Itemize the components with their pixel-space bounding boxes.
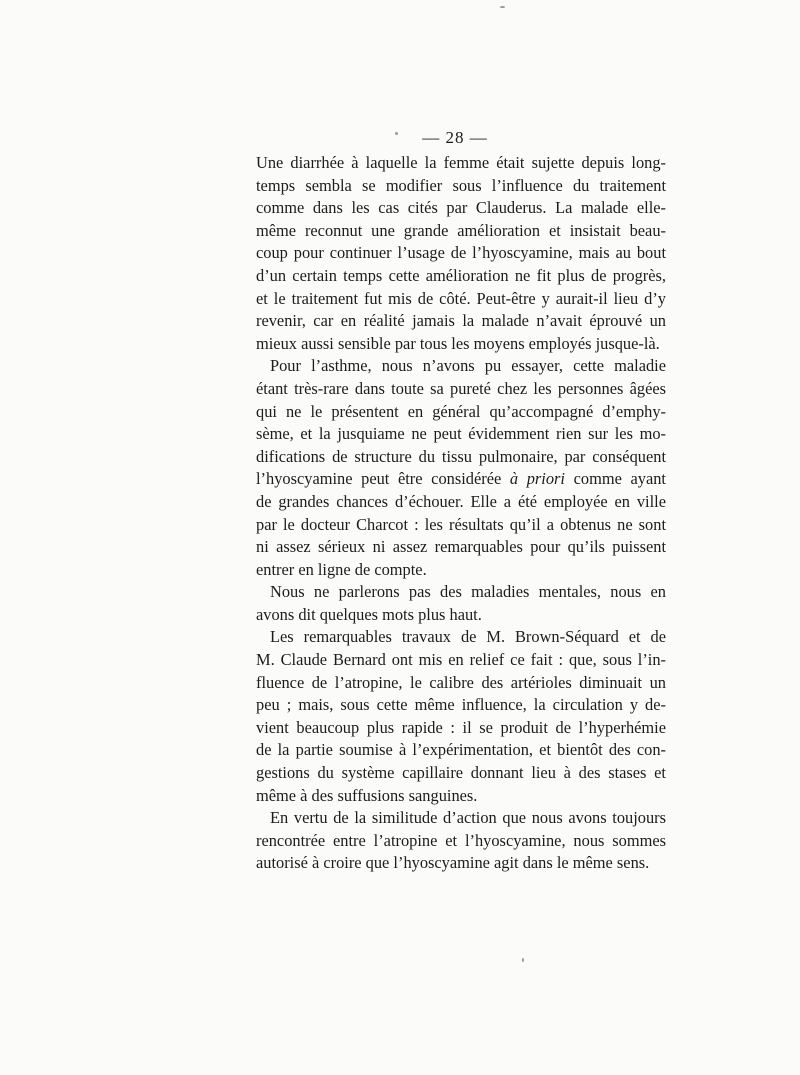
text-line: fluence de l’atropine, le calibre des artérioles diminuait un <box>256 672 666 692</box>
text-line: Pour l’asthme, nous n’avons pu essayer, cette maladie <box>270 356 666 376</box>
text-line <box>256 468 666 491</box>
body-text <box>256 152 666 875</box>
ink-speck <box>500 6 505 8</box>
italic-phrase: à priori <box>509 469 565 489</box>
text-line: même à des suffusions sanguines. <box>256 785 478 805</box>
text-line: et le traitement fut mis de côté. Peut-être y aurait-il lieu d’y <box>256 288 666 308</box>
page-number: — 28 — <box>422 128 488 147</box>
text-line: Une diarrhée à laquelle la femme était sujette depuis long- <box>256 153 666 172</box>
text-line: Nous ne parlerons pas des maladies mentales, nous en <box>270 582 666 602</box>
text-line: gestions du système capillaire donnant lieu à des stases et <box>256 763 666 783</box>
text-line: de grandes chances d’échouer. Elle a été employée en ville <box>256 491 666 511</box>
text-line: En vertu de la similitude d’action que nous avons toujours <box>270 808 666 828</box>
text-line: temps sembla se modifier sous l’influence du traitement <box>256 175 666 195</box>
text-line: peu ; mais, sous cette même influence, la circulation y de- <box>256 695 666 715</box>
text-line: par le docteur Charcot : les résultats qu’il a obtenus ne sont <box>256 514 666 534</box>
text-line: rencontrée entre l’atropine et l’hyoscyamine, nous sommes <box>256 830 666 850</box>
text-line: revenir, car en réalité jamais la malade n’avait éprouvé un <box>256 311 666 331</box>
text-line: autorisé à croire que l’hyoscyamine agit dans le même sens. <box>256 853 650 873</box>
text-line: entrer en ligne de compte. <box>256 559 427 579</box>
text-line: vient beaucoup plus rapide : il se produit de l’hyperhémie <box>256 717 666 737</box>
ink-speck <box>395 132 398 135</box>
text-line: de la partie soumise à l’expérimentation, et bientôt des con- <box>256 740 666 760</box>
text-line: étant très-rare dans toute sa pureté chez les personnes âgées <box>256 378 666 398</box>
text-segment: l’hyoscyamine peut être considérée <box>256 469 510 489</box>
text-line: ni assez sérieux ni assez remarquables pour qu’ils puissent <box>256 537 666 557</box>
text-line: même reconnut une grande amélioration et insistait beau- <box>256 220 666 240</box>
text-line: coup pour continuer l’usage de l’hyoscyamine, mais au bout <box>256 243 666 263</box>
text-line: avons dit quelques mots plus haut. <box>256 604 482 624</box>
text-line: sème, et la jusquiame ne peut évidemment rien sur les mo- <box>256 424 666 444</box>
text-segment: comme ayant <box>564 469 666 489</box>
text-line: comme dans les cas cités par Clauderus. La malade elle- <box>256 198 666 218</box>
ink-speck <box>522 958 524 962</box>
text-line: d’un certain temps cette amélioration ne fit plus de progrès, <box>256 265 666 285</box>
text-line: M. Claude Bernard ont mis en relief ce fait : que, sous l’in- <box>256 650 666 670</box>
text-line: qui ne le présentent en général qu’accompagné d’emphy- <box>256 401 666 421</box>
text-line: difications de structure du tissu pulmonaire, par conséquent <box>256 446 666 466</box>
text-line: mieux aussi sensible par tous les moyens employés jusque-là. <box>256 333 660 353</box>
text-line: Les remarquables travaux de M. Brown-Séquard et de <box>270 627 666 647</box>
